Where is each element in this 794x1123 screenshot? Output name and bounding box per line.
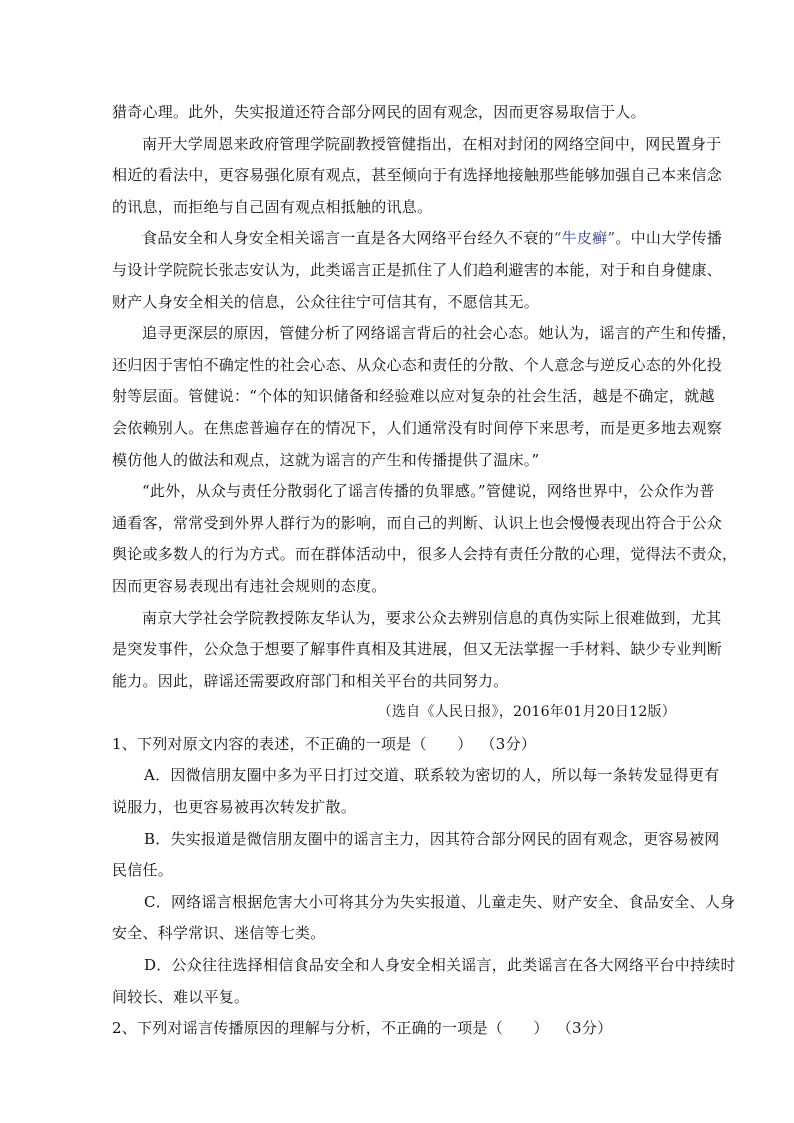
paragraph-line: 通看客，常常受到外界人群行为的影响，而自己的判断、认识上也会慢慢表现出符合于公众 [112,513,723,532]
paragraph-line: “此外，从众与责任分散弱化了谣言传播的负罪感。”管健说，网络世界中，公众作为普 [142,482,715,501]
option-b: B．失实报道是微信朋友圈中的谣言主力，因其符合部分网民的固有观念，更容易被网 [144,829,720,848]
question-score: （3分） [556,1019,613,1038]
option-c-cont: 安全、科学常识、迷信等七类。 [112,924,326,943]
paragraph-line: 射等层面。管健说：“个体的知识储备和经验难以应对复杂的社会生活，越是不确定，就越 [112,387,715,406]
paragraph-line: 财产人身安全相关的信息，公众往往宁可信其有，不愿信其无。 [112,292,540,311]
paragraph-line: 与设计学院院长张志安认为，此类谣言正是抓住了人们趋利避害的本能，对于和自身健康、 [112,260,723,279]
text-span: 食品安全和人身安全相关谣言一直是各大网络平台经久不衰的 [142,229,554,248]
paragraph-line: 南开大学周恩来政府管理学院副教授管健指出，在相对封闭的网络空间中，网民置身于 [142,134,722,153]
paragraph-line: 能力。因此，辟谣还需要政府部门和相关平台的共同努力。 [112,671,509,690]
text-span: 。中山大学传播 [615,229,723,248]
paragraph-line: 是突发事件，公众急于想要了解事件真相及其进展，但又无法掌握一手材料、缺少专业判断 [112,640,723,659]
text-column [112,97,738,1045]
source-citation: （选自《人民日报》，2016年01月20日12版） [377,704,676,721]
question-text: 1、下列对原文内容的表述，不正确的一项是（ ） [112,734,473,753]
option-d: D．公众往往选择相信食品安全和人身安全相关谣言，此类谣言在各大网络平台中持续时 [144,956,736,975]
paragraph-line: 舆论或多数人的行为方式。而在群体活动中，很多人会持有责任分散的心理，觉得法不责众， [112,545,738,564]
paragraph-line: 南京大学社会学院教授陈友华认为，要求公众去辨别信息的真伪实际上很难做到，尤其 [142,608,722,627]
question-text: 2、下列对谣言传播原因的理解与分析，不正确的一项是（ ） [112,1019,549,1038]
option-a-cont: 说服力，也更容易被再次转发扩散。 [112,798,357,817]
paragraph-line: 的讯息，而拒绝与自己固有观点相抵触的讯息。 [112,197,433,216]
option-d-cont: 间较长、难以平复。 [112,987,250,1006]
paragraph-line: 猎奇心理。此外，失实报道还符合部分网民的固有观念，因而更容易取信于人。 [112,103,646,121]
paragraph-line: 还归因于害怕不确定性的社会心态、从众心态和责任的分散、个人意念与逆反心态的外化投 [112,355,723,374]
option-c: C．网络谣言根据危害大小可将其分为失实报道、儿童走失、财产安全、食品安全、人身 [144,892,736,911]
question-2-stem [112,1013,682,1045]
paragraph-line [112,223,723,255]
option-a: A．因微信朋友圈中多为平日打过交道、联系较为密切的人，所以每一条转发显得更有 [144,766,720,785]
option-b-cont: 民信任。 [112,861,174,880]
paragraph-line: 模仿他人的做法和观点，这就为谣言的产生和传播提供了温床。” [112,450,540,469]
question-score: （3分） [480,734,537,753]
paragraph-line: 因而更容易表现出有违社会规则的态度。 [112,576,387,595]
paragraph-line: 追寻更深层的原因，管健分析了网络谣言背后的社会心态。她认为，谣言的产生和传播， [142,324,737,343]
paragraph-line: 相近的看法中，更容易强化原有观点，甚至倾向于有选择地接触那些能够加强自己本来信念 [112,166,723,185]
highlighted-quote: “牛皮癣” [553,229,616,248]
paragraph-line: 会依赖别人。在焦虑普遍存在的情况下，人们通常没有时间停下来思考，而是更多地去观察 [112,418,723,437]
question-1-stem [112,729,682,761]
